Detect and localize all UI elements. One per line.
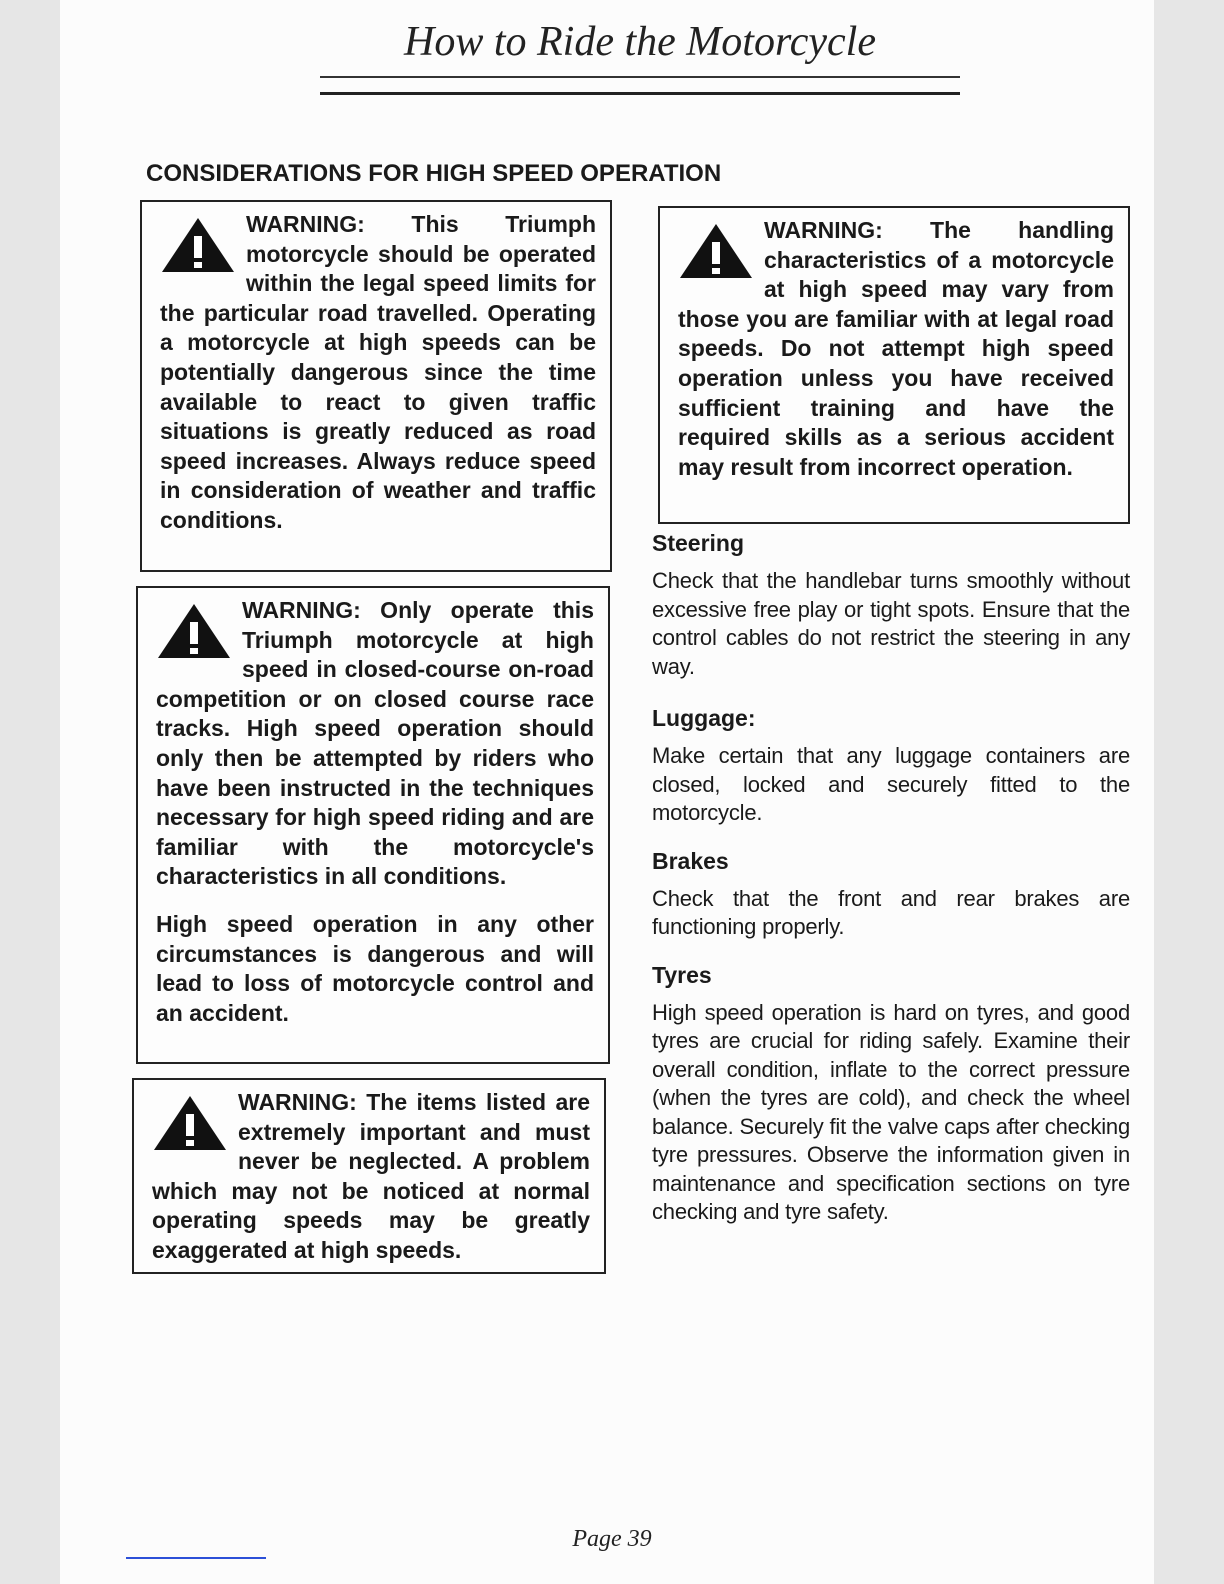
luggage-heading: Luggage: [652, 705, 756, 731]
header-rule-top [320, 76, 960, 78]
warning-text: WARNING: The items listed are extremely important and must never be neglected. A problem which may not be noticed at normal operating speeds may be greatly exaggerated at high speeds. [152, 1089, 590, 1263]
warning-text-secondary: High speed operation in any other circumstances is dangerous and will lead to loss of motorcycle control and an accident. [156, 910, 594, 1026]
brakes-text: Check that the front and rear brakes are functioning properly. [652, 885, 1130, 939]
steering-text: Check that the handlebar turns smoothly without excessive free play or tight spots. Ensure that the control cables do not restrict the steering in any way. [652, 568, 1130, 679]
luggage-text: Make certain that any luggage containers are closed, locked and securely fitted to the motorcycle. [652, 743, 1130, 825]
warning-triangle-icon [160, 216, 236, 274]
checks-column [652, 530, 1130, 1241]
warning-triangle-icon [678, 222, 754, 280]
footer-link-underline [126, 1557, 266, 1559]
warning-box-items-listed [132, 1078, 606, 1274]
warning-text: WARNING: The handling characteristics of a motorcycle at high speed may vary from those you are familiar with at legal road speeds. Do not attempt high speed operation unless you have received sufficient training and have the required skills as a serious accident may result from incorrect operation. [678, 217, 1114, 480]
warning-triangle-icon [152, 1094, 228, 1152]
brakes-heading: Brakes [652, 847, 729, 874]
warning-text: WARNING: Only operate this Triumph motorcycle at high speed in closed-course on-road competition or on closed course race tracks. High speed operation should only then be attempted by riders who have been instructed in the techniques necessary for high speed riding and are familiar with the motorcycle's characteristics in all conditions. [156, 597, 594, 890]
steering-heading: Steering [652, 530, 745, 556]
warning-text: WARNING: This Triumph motorcycle should be operated within the legal speed limits for the particular road travelled. Operating a motorcycle at high speeds can be potentially dangerous since the time available to react to given traffic situations is greatly reduced as road speed increases. Always reduce speed in consideration of weather and traffic conditions. [160, 211, 596, 533]
section-heading: CONSIDERATIONS FOR HIGH SPEED OPERATION [146, 160, 722, 187]
tyres-text: High speed operation is hard on tyres, and good tyres are crucial for riding safely. Examine their overall condition, inflate to the correct pressure (when the tyres are cold), and check the wheel balance. Securely fit the valve caps after checking tyre pressures. Observe the information given in maintenance and specification sections on tyre checking and tyre safety. [652, 999, 1130, 1224]
warning-box-speed-limits [140, 200, 612, 572]
page-number: Page 39 [572, 1526, 652, 1552]
warning-box-handling [658, 206, 1130, 524]
warning-triangle-icon [156, 602, 232, 660]
tyres-heading: Tyres [652, 961, 712, 988]
header-rule-bottom [320, 92, 960, 95]
warning-box-closed-course [136, 586, 610, 1064]
page-title: How to Ride the Motorcycle [404, 19, 876, 65]
